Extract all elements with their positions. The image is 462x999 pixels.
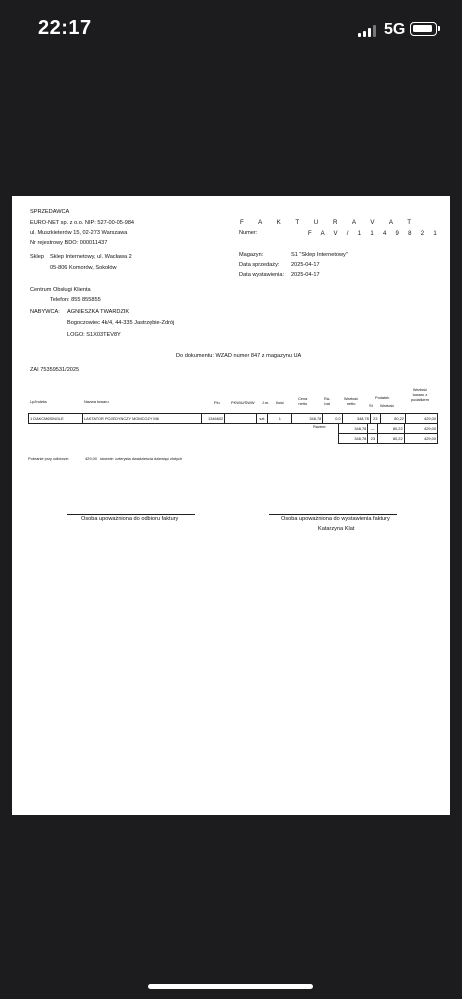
row-pkwiu bbox=[225, 414, 257, 424]
buyer-logo: LOGO: S1X03TEV8Y bbox=[67, 332, 121, 338]
sum1-vat: 80,22 bbox=[378, 424, 404, 434]
header-vat-value: Wartość bbox=[380, 403, 395, 408]
invoice-document bbox=[12, 196, 450, 815]
sum-label: Razem: bbox=[313, 424, 327, 429]
row-lp-index bbox=[29, 414, 83, 424]
shop-label: Sklep bbox=[30, 254, 44, 260]
seller-label: SPRZEDAWCA bbox=[30, 209, 70, 215]
buyer-address: Bogoczowiec 4k/4, 44-335 Jastrzębie-Zdrój bbox=[67, 320, 175, 326]
sum1-net: 348,78 bbox=[339, 424, 368, 434]
clock: 22:17 bbox=[38, 17, 92, 39]
cod-amount: 429,00 bbox=[85, 456, 97, 461]
row-price: 348,78 bbox=[292, 414, 323, 424]
sum2-gross: 429,00 bbox=[404, 434, 437, 444]
signature-right-name: Katarzyna Klat bbox=[318, 526, 355, 532]
header-unit: J.m. bbox=[262, 400, 270, 405]
sale-date-value: 2025-04-17 bbox=[291, 262, 320, 268]
issue-date-label: Data wystawienia: bbox=[239, 272, 285, 278]
shop-line2: 05-806 Komorów, Sokołów bbox=[50, 265, 117, 271]
signature-right-label: Osoba upoważniona do wystawienia faktury bbox=[281, 516, 390, 522]
service-phone: Telefon: 855 855855 bbox=[50, 297, 101, 303]
home-indicator[interactable] bbox=[148, 984, 313, 989]
status-bar bbox=[0, 0, 462, 60]
row-index: DAKCM6SINGLE bbox=[33, 416, 64, 421]
sum2-net: 348,78 bbox=[339, 434, 368, 444]
warehouse-label: Magazyn: bbox=[239, 252, 264, 258]
sale-date-label: Data sprzedaży: bbox=[239, 262, 280, 268]
signature-line-left bbox=[67, 514, 195, 515]
document-reference: Do dokumentu: WZAD numer 847 z magazynu UA bbox=[176, 353, 302, 359]
header-vat: Podatek bbox=[375, 395, 390, 400]
header-pkwiu: PKWiU/SWW bbox=[231, 400, 255, 405]
header-net-value: Wartość netto bbox=[344, 396, 359, 406]
header-vat-rate: St bbox=[369, 403, 373, 408]
invoice-title: F A K T U R A V A T bbox=[240, 219, 418, 226]
row-lp: 1 bbox=[30, 416, 33, 421]
header-price: Cena netto bbox=[298, 396, 308, 406]
network-type: 5G bbox=[384, 21, 406, 38]
row-unit: szt. bbox=[257, 414, 268, 424]
header-quantity: Ilość bbox=[276, 400, 284, 405]
row-vat-value: 80,22 bbox=[380, 414, 405, 424]
cod-label: Pobranie przy odbiorze: bbox=[28, 456, 70, 461]
totals-table bbox=[338, 423, 438, 444]
sum2-vat: 80,22 bbox=[378, 434, 404, 444]
invoice-number-label: Numer: bbox=[239, 230, 258, 236]
warehouse-value: S1 "Sklep Internetowy" bbox=[291, 252, 348, 258]
sum1-rate: — bbox=[368, 424, 378, 434]
row-plu: 1346602 bbox=[201, 414, 225, 424]
row-quantity: 1 bbox=[268, 414, 292, 424]
totals-row bbox=[339, 434, 438, 444]
row-discount: 0,0 bbox=[323, 414, 342, 424]
seller-bdo: Nr rejestrowy BDO: 000011437 bbox=[30, 240, 108, 246]
service-center: Centrum Obsługi Klienta bbox=[30, 287, 91, 293]
sum2-rate: 23 bbox=[368, 434, 378, 444]
seller-name: EURO-NET sp. z o.o. NIP: 527-00-05-984 bbox=[30, 220, 135, 226]
cellular-signal-icon bbox=[358, 25, 378, 37]
table-row bbox=[29, 414, 438, 424]
shop-line1: Sklep Internetowy, ul. Wacława 2 bbox=[50, 254, 132, 260]
row-vat-rate: 23 bbox=[370, 414, 380, 424]
battery-icon bbox=[410, 22, 437, 36]
zai-number: ZAI 75359531/2025 bbox=[30, 367, 80, 373]
cod-amount-words: słownie: czterysta dwadzieścia dziewięć złotych bbox=[100, 456, 183, 461]
header-product-name: Nazwa towaru bbox=[84, 399, 109, 404]
header-lp-index: Lp/Indeks bbox=[30, 399, 47, 404]
buyer-label: NABYWCA: bbox=[30, 309, 60, 315]
row-net-value: 348,78 bbox=[342, 414, 370, 424]
header-plu: Plu bbox=[214, 400, 220, 405]
header-discount: Ra- bat bbox=[324, 396, 331, 406]
row-gross: 429,00 bbox=[405, 414, 437, 424]
totals-row bbox=[339, 424, 438, 434]
signature-left-label: Osoba upoważniona do odbioru faktury bbox=[81, 516, 179, 522]
buyer-name: AGNIESZKA TWARDZIK bbox=[67, 309, 130, 315]
header-gross: Wartość towaru z podatkiem bbox=[411, 387, 429, 402]
invoice-number: F A V / 1 1 4 9 8 2 1 bbox=[308, 231, 441, 237]
row-product-name: LAKTATOR POJEDYNCZY MOMCOZY M6 bbox=[82, 414, 201, 424]
issue-date-value: 2025-04-17 bbox=[291, 272, 320, 278]
signature-line-right bbox=[269, 514, 397, 515]
sum1-gross: 429,00 bbox=[404, 424, 437, 434]
seller-address: ul. Muszkieterów 15, 02-273 Warszawa bbox=[30, 230, 128, 236]
